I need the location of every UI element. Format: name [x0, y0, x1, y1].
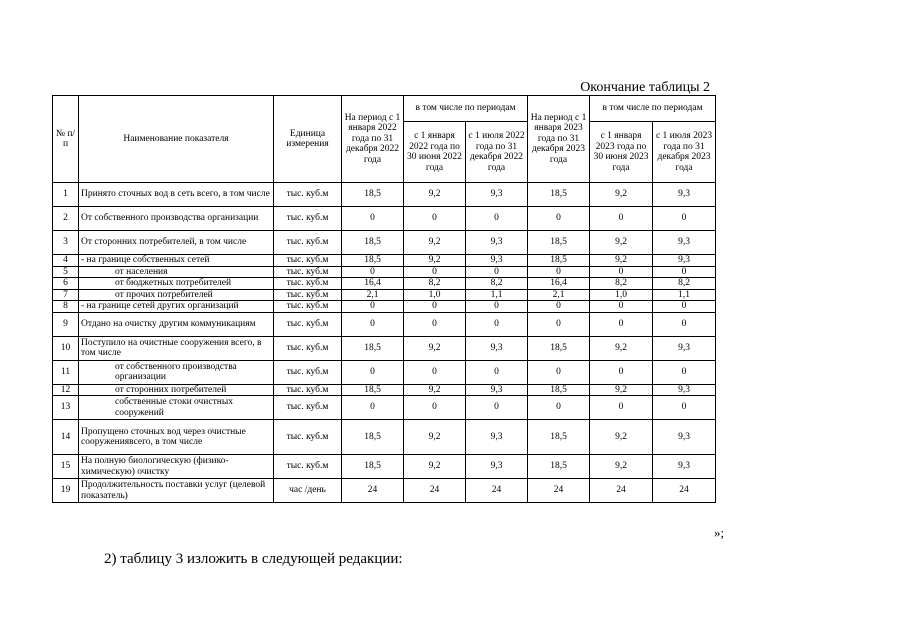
row-value: 8,2: [466, 278, 528, 290]
row-value: 0: [342, 266, 404, 278]
row-value: 24: [466, 479, 528, 503]
row-value: 2,1: [528, 289, 590, 301]
row-value: 9,3: [466, 336, 528, 360]
row-number: 6: [53, 278, 79, 290]
row-value: 9,2: [590, 255, 653, 267]
row-unit: тыс. куб.м: [274, 420, 342, 455]
row-value: 1,0: [590, 289, 653, 301]
row-value: 9,2: [404, 255, 466, 267]
data-table: [52, 95, 716, 503]
row-value: 24: [342, 479, 404, 503]
row-number: 1: [53, 183, 79, 207]
row-value: 0: [404, 301, 466, 313]
row-name: Принято сточных вод в сеть всего, в том числе: [79, 183, 274, 207]
row-value: 2,1: [342, 289, 404, 301]
row-number: 10: [53, 336, 79, 360]
table-row: [53, 207, 716, 231]
header-unit: Единица измерения: [274, 96, 342, 183]
row-value: 1,0: [404, 289, 466, 301]
row-value: 9,3: [653, 183, 716, 207]
row-number: 11: [53, 360, 79, 384]
row-unit: тыс. куб.м: [274, 207, 342, 231]
row-value: 8,2: [590, 278, 653, 290]
row-value: 9,3: [466, 255, 528, 267]
row-value: 9,2: [404, 420, 466, 455]
row-unit: тыс. куб.м: [274, 231, 342, 255]
row-name: От собственного производства организации: [79, 207, 274, 231]
row-name: от прочих потребителей: [79, 289, 274, 301]
table-caption: Окончание таблицы 2: [580, 80, 710, 95]
row-name: от населения: [79, 266, 274, 278]
row-value: 0: [653, 301, 716, 313]
row-value: 9,2: [404, 336, 466, 360]
row-value: 24: [404, 479, 466, 503]
row-value: 9,3: [653, 255, 716, 267]
row-value: 18,5: [342, 455, 404, 479]
row-value: 9,3: [653, 384, 716, 396]
row-value: 0: [528, 207, 590, 231]
row-name: От сторонних потребителей, в том числе: [79, 231, 274, 255]
row-number: 8: [53, 301, 79, 313]
table-row: [53, 396, 716, 420]
row-number: 9: [53, 312, 79, 336]
table-row: [53, 479, 716, 503]
row-value: 9,2: [590, 420, 653, 455]
row-value: 8,2: [404, 278, 466, 290]
row-number: 2: [53, 207, 79, 231]
row-value: 9,3: [466, 384, 528, 396]
header-h1-2022: с 1 января 2022 года по 30 июня 2022 года: [404, 122, 466, 183]
table-row: [53, 420, 716, 455]
table-row: [53, 266, 716, 278]
row-name: Пропущено сточных вод через очистные сооруженияв​сего, в том числе: [79, 420, 274, 455]
header-incl-2023: в том числе по периодам: [590, 96, 716, 122]
table-body: [53, 183, 716, 503]
row-value: 18,5: [342, 183, 404, 207]
row-value: 18,5: [342, 420, 404, 455]
row-unit: тыс. куб.м: [274, 336, 342, 360]
row-value: 9,3: [653, 336, 716, 360]
row-value: 0: [590, 360, 653, 384]
row-unit: тыс. куб.м: [274, 360, 342, 384]
header-incl-2022: в том числе по периодам: [404, 96, 528, 122]
row-value: 9,2: [404, 384, 466, 396]
row-name: Поступило на очистные сооружения всего, в том числе: [79, 336, 274, 360]
row-number: 3: [53, 231, 79, 255]
row-value: 9,3: [653, 231, 716, 255]
row-value: 0: [653, 207, 716, 231]
row-value: 9,2: [590, 231, 653, 255]
row-value: 0: [590, 301, 653, 313]
header-name: Наименование показателя: [79, 96, 274, 183]
row-value: 9,2: [590, 336, 653, 360]
row-value: 18,5: [528, 255, 590, 267]
row-value: 9,3: [466, 420, 528, 455]
table-row: [53, 301, 716, 313]
row-value: 0: [342, 301, 404, 313]
row-value: 9,3: [466, 183, 528, 207]
row-name: собственные стоки очистных сооружений: [79, 396, 274, 420]
row-name: Отдано на очистку другим коммуникациям: [79, 312, 274, 336]
row-value: 0: [342, 312, 404, 336]
table-row: [53, 183, 716, 207]
table-row: [53, 255, 716, 267]
row-value: 9,3: [466, 231, 528, 255]
row-value: 18,5: [528, 183, 590, 207]
row-number: 15: [53, 455, 79, 479]
row-value: 0: [404, 207, 466, 231]
row-value: 0: [404, 360, 466, 384]
table-row: [53, 384, 716, 396]
row-value: 0: [466, 301, 528, 313]
row-value: 18,5: [528, 336, 590, 360]
row-name: - на границе сетей других организаций: [79, 301, 274, 313]
header-num: № п/п: [53, 96, 79, 183]
row-name: - на границе собственных сетей: [79, 255, 274, 267]
row-value: 0: [653, 312, 716, 336]
row-value: 0: [653, 396, 716, 420]
table-row: [53, 455, 716, 479]
row-number: 13: [53, 396, 79, 420]
row-number: 12: [53, 384, 79, 396]
row-value: 0: [590, 396, 653, 420]
row-value: 9,2: [590, 455, 653, 479]
row-value: 0: [342, 360, 404, 384]
row-value: 18,5: [342, 231, 404, 255]
row-number: 14: [53, 420, 79, 455]
row-name: Продолжительность поставки услуг (целевой показатель): [79, 479, 274, 503]
header-period-2022: На период с 1 января 2022 года по 31 декабря 2022 года: [342, 96, 404, 183]
row-value: 18,5: [342, 384, 404, 396]
table-row: [53, 360, 716, 384]
row-value: 9,3: [653, 420, 716, 455]
row-value: 0: [342, 207, 404, 231]
row-unit: тыс. куб.м: [274, 183, 342, 207]
row-value: 0: [466, 207, 528, 231]
row-value: 0: [404, 266, 466, 278]
row-value: 0: [466, 360, 528, 384]
row-value: 9,2: [404, 455, 466, 479]
table-row: [53, 289, 716, 301]
row-value: 18,5: [528, 231, 590, 255]
row-value: 24: [528, 479, 590, 503]
row-value: 0: [590, 312, 653, 336]
row-value: 0: [528, 266, 590, 278]
row-value: 18,5: [528, 455, 590, 479]
row-value: 9,2: [590, 183, 653, 207]
row-value: 0: [404, 396, 466, 420]
row-value: 16,4: [528, 278, 590, 290]
row-unit: тыс. куб.м: [274, 396, 342, 420]
row-name: от собственного производства организации: [79, 360, 274, 384]
row-unit: тыс. куб.м: [274, 289, 342, 301]
table-row: [53, 312, 716, 336]
row-unit: тыс. куб.м: [274, 384, 342, 396]
row-unit: тыс. куб.м: [274, 255, 342, 267]
row-unit: тыс. куб.м: [274, 278, 342, 290]
table-row: [53, 278, 716, 290]
row-value: 0: [404, 312, 466, 336]
row-value: 0: [590, 266, 653, 278]
row-value: 0: [466, 312, 528, 336]
row-value: 18,5: [342, 336, 404, 360]
row-unit: тыс. куб.м: [274, 455, 342, 479]
header-h2-2023: с 1 июля 2023 года по 31 декабря 2023 года: [653, 122, 716, 183]
row-value: 0: [528, 312, 590, 336]
row-unit: тыс. куб.м: [274, 301, 342, 313]
row-value: 18,5: [342, 255, 404, 267]
row-value: 0: [590, 207, 653, 231]
row-value: 0: [342, 396, 404, 420]
row-name: от сторонних потребителей: [79, 384, 274, 396]
row-unit: тыс. куб.м: [274, 266, 342, 278]
row-value: 18,5: [528, 420, 590, 455]
row-value: 9,2: [404, 183, 466, 207]
table-row: [53, 336, 716, 360]
row-value: 18,5: [528, 384, 590, 396]
row-value: 0: [466, 396, 528, 420]
row-value: 9,3: [653, 455, 716, 479]
row-value: 24: [653, 479, 716, 503]
row-value: 24: [590, 479, 653, 503]
row-name: от бюджетных потребителей: [79, 278, 274, 290]
row-value: 8,2: [653, 278, 716, 290]
row-value: 9,2: [404, 231, 466, 255]
row-number: 4: [53, 255, 79, 267]
row-value: 9,3: [466, 455, 528, 479]
row-value: 0: [528, 301, 590, 313]
row-name: На полную биологическую (физико-химическую) очистку: [79, 455, 274, 479]
table-row: [53, 231, 716, 255]
row-value: 0: [466, 266, 528, 278]
row-unit: час /день: [274, 479, 342, 503]
header-h2-2022: с 1 июля 2022 года по 31 декабря 2022 года: [466, 122, 528, 183]
quote-end: »;: [714, 525, 725, 540]
next-instruction: 2) таблицу 3 изложить в следующей редакции:: [104, 551, 403, 567]
row-value: 0: [528, 396, 590, 420]
row-number: 7: [53, 289, 79, 301]
row-value: 0: [653, 266, 716, 278]
row-value: 0: [653, 360, 716, 384]
row-value: 9,2: [590, 384, 653, 396]
header-period-2023: На период с 1 января 2023 года по 31 декабря 2023 года: [528, 96, 590, 183]
header-h1-2023: с 1 января 2023 года по 30 июня 2023 года: [590, 122, 653, 183]
row-value: 16,4: [342, 278, 404, 290]
row-value: 1,1: [653, 289, 716, 301]
row-number: 5: [53, 266, 79, 278]
row-value: 0: [528, 360, 590, 384]
row-value: 1,1: [466, 289, 528, 301]
row-unit: тыс. куб.м: [274, 312, 342, 336]
row-number: 19: [53, 479, 79, 503]
